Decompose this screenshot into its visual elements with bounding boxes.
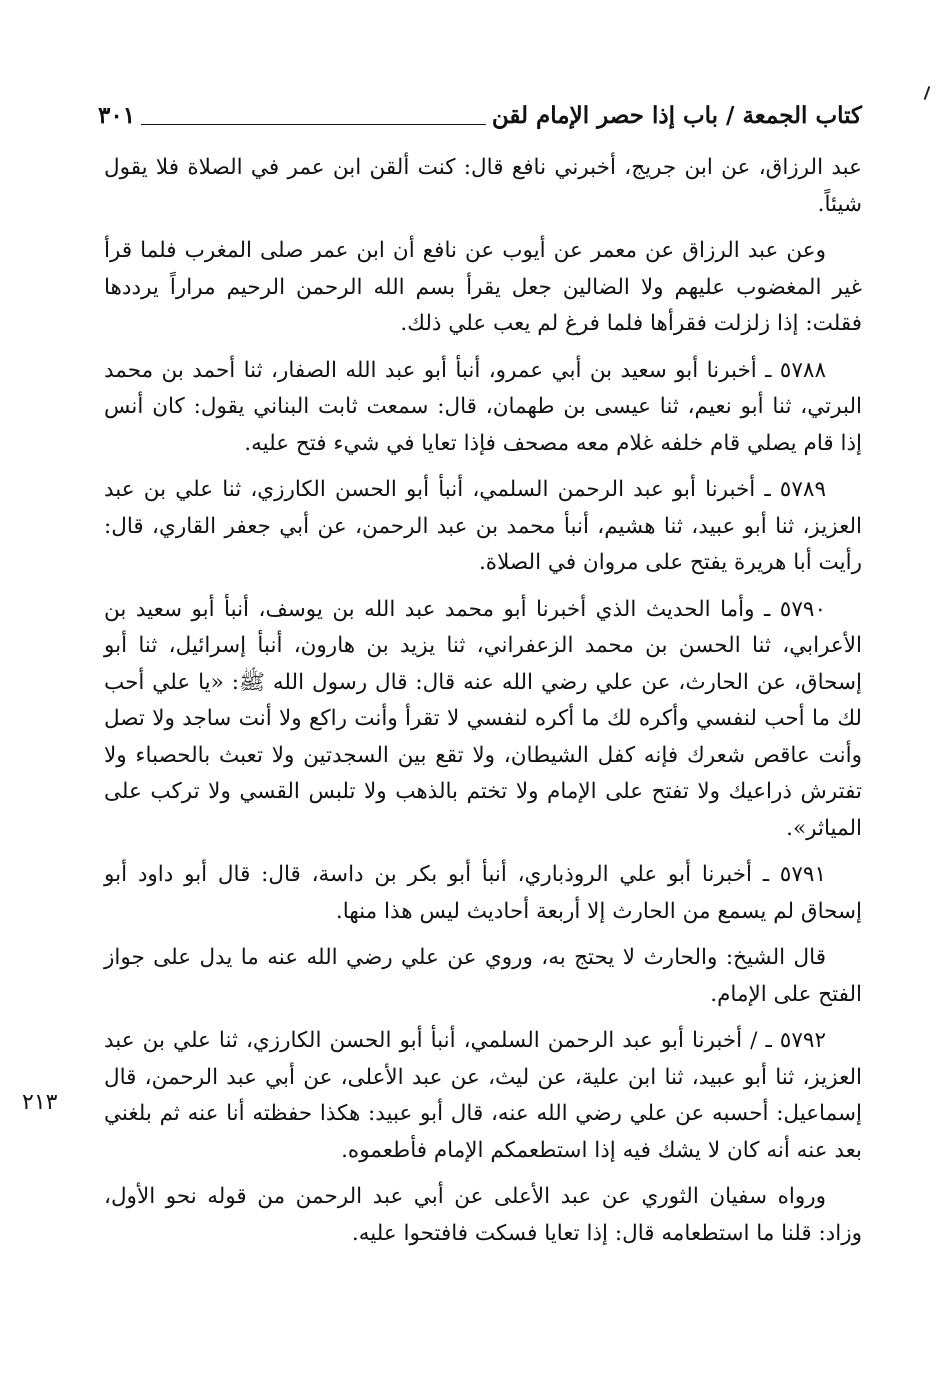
corner-mark	[924, 86, 931, 100]
hadith-5791: ٥٧٩١ ـ أخبرنا أبو علي الروذباري، أنبأ أبو بكر بن داسة، قال: قال أبو داود أبو إسحاق لم يسمع من الحارث إلا أربعة أحاديث ليس هذا منها.	[104, 862, 862, 924]
page-number: ٣٠١	[98, 102, 136, 129]
hadith-5790: ٥٧٩٠ ـ وأما الحديث الذي أخبرنا أبو محمد عبد الله بن يوسف، أنبأ أبو سعيد بن الأعرابي، ثنا الحسن بن محمد الزعفراني، ثنا يزيد بن هارون، أنبأ إسرائيل، ثنا أبو إسحاق، عن الحارث، عن علي رضي الله عنه قال: قال رسول الله ﷺ: «يا علي أحب لك ما أحب لنفسي وأكره لك ما أكره لنفسي لا تقرأ وأنت راكع ولا أنت ساجد ولا تصل وأنت عاقص شعرك فإنه كفل الشيطان، ولا تقع بين السجدتين ولا تعبث بالحصباء ولا تفترش ذراعيك ولا تفتح على الإمام ولا تختم بالذهب ولا تلبس القسي ولا تركب على المياثر».	[104, 596, 862, 841]
margin-reference: ٢١٣	[22, 1090, 58, 1115]
paragraph-sheikh-comment: قال الشيخ: والحارث لا يحتج به، وروي عن علي رضي الله عنه ما يدل على جواز الفتح على الإمام.	[104, 945, 862, 1007]
hadith-5789: ٥٧٨٩ ـ أخبرنا أبو عبد الرحمن السلمي، أنبأ أبو الحسن الكارزي، ثنا علي بن عبد العزيز، ثنا أبو عبيد، ثنا هشيم، أنبأ محمد بن عبد الرحمن، عن أبي جعفر القاري، قال: رأيت أبا هريرة يفتح على مروان في الصلاة.	[104, 477, 862, 575]
running-header	[98, 96, 862, 136]
paragraph-abdulrazzaq: وعن عبد الرزاق عن معمر عن أيوب عن نافع أن ابن عمر صلى المغرب فلما قرأ غير المغضوب عليهم ولا الضالين جعل يقرأ بسم الله الرحمن الرحيم مراراً يرددها فقلت: إذا زلزلت فقرأها فلما فرغ لم يعب علي ذلك.	[104, 238, 862, 336]
page-body	[104, 150, 862, 1262]
hadith-5788: ٥٧٨٨ ـ أخبرنا أبو سعيد بن أبي عمرو، أنبأ أبو عبد الله الصفار، ثنا أحمد بن محمد البرتي، ثنا أبو نعيم، ثنا عيسى بن طهمان، قال: سمعت ثابت البناني يقول: كان أنس إذا قام يصلي قام خلفه غلام معه مصحف فإذا تعايا في شيء فتح عليه.	[104, 357, 862, 456]
header-rule	[141, 124, 486, 125]
hadith-5792: ٥٧٩٢ ـ / أخبرنا أبو عبد الرحمن السلمي، أنبأ أبو الحسن الكارزي، ثنا علي بن عبد العزيز، ثنا أبو عبيد، ثنا ابن علية، عن ليث، عن عبد الأعلى، عن أبي عبد الرحمن، قال إسماعيل: أحسبه عن علي رضي الله عنه، قال أبو عبيد: هكذا حفظته أنا عنه ثم بلغني بعد عنه أنه كان لا يشك فيه إذا استطعمكم الإمام فأطعموه.	[104, 1028, 862, 1163]
paragraph-sufyan: ورواه سفيان الثوري عن عبد الأعلى عن أبي عبد الرحمن من قوله نحو الأول، وزاد: قلنا ما استطعامه قال: إذا تعايا فسكت فافتحوا عليه.	[104, 1184, 862, 1246]
header-title: كتاب الجمعة / باب إذا حصر الإمام لقن	[491, 102, 862, 129]
paragraph-intro: عبد الرزاق، عن ابن جريج، أخبرني نافع قال: كنت ألقن ابن عمر في الصلاة فلا يقول شيئاً.	[104, 155, 862, 217]
